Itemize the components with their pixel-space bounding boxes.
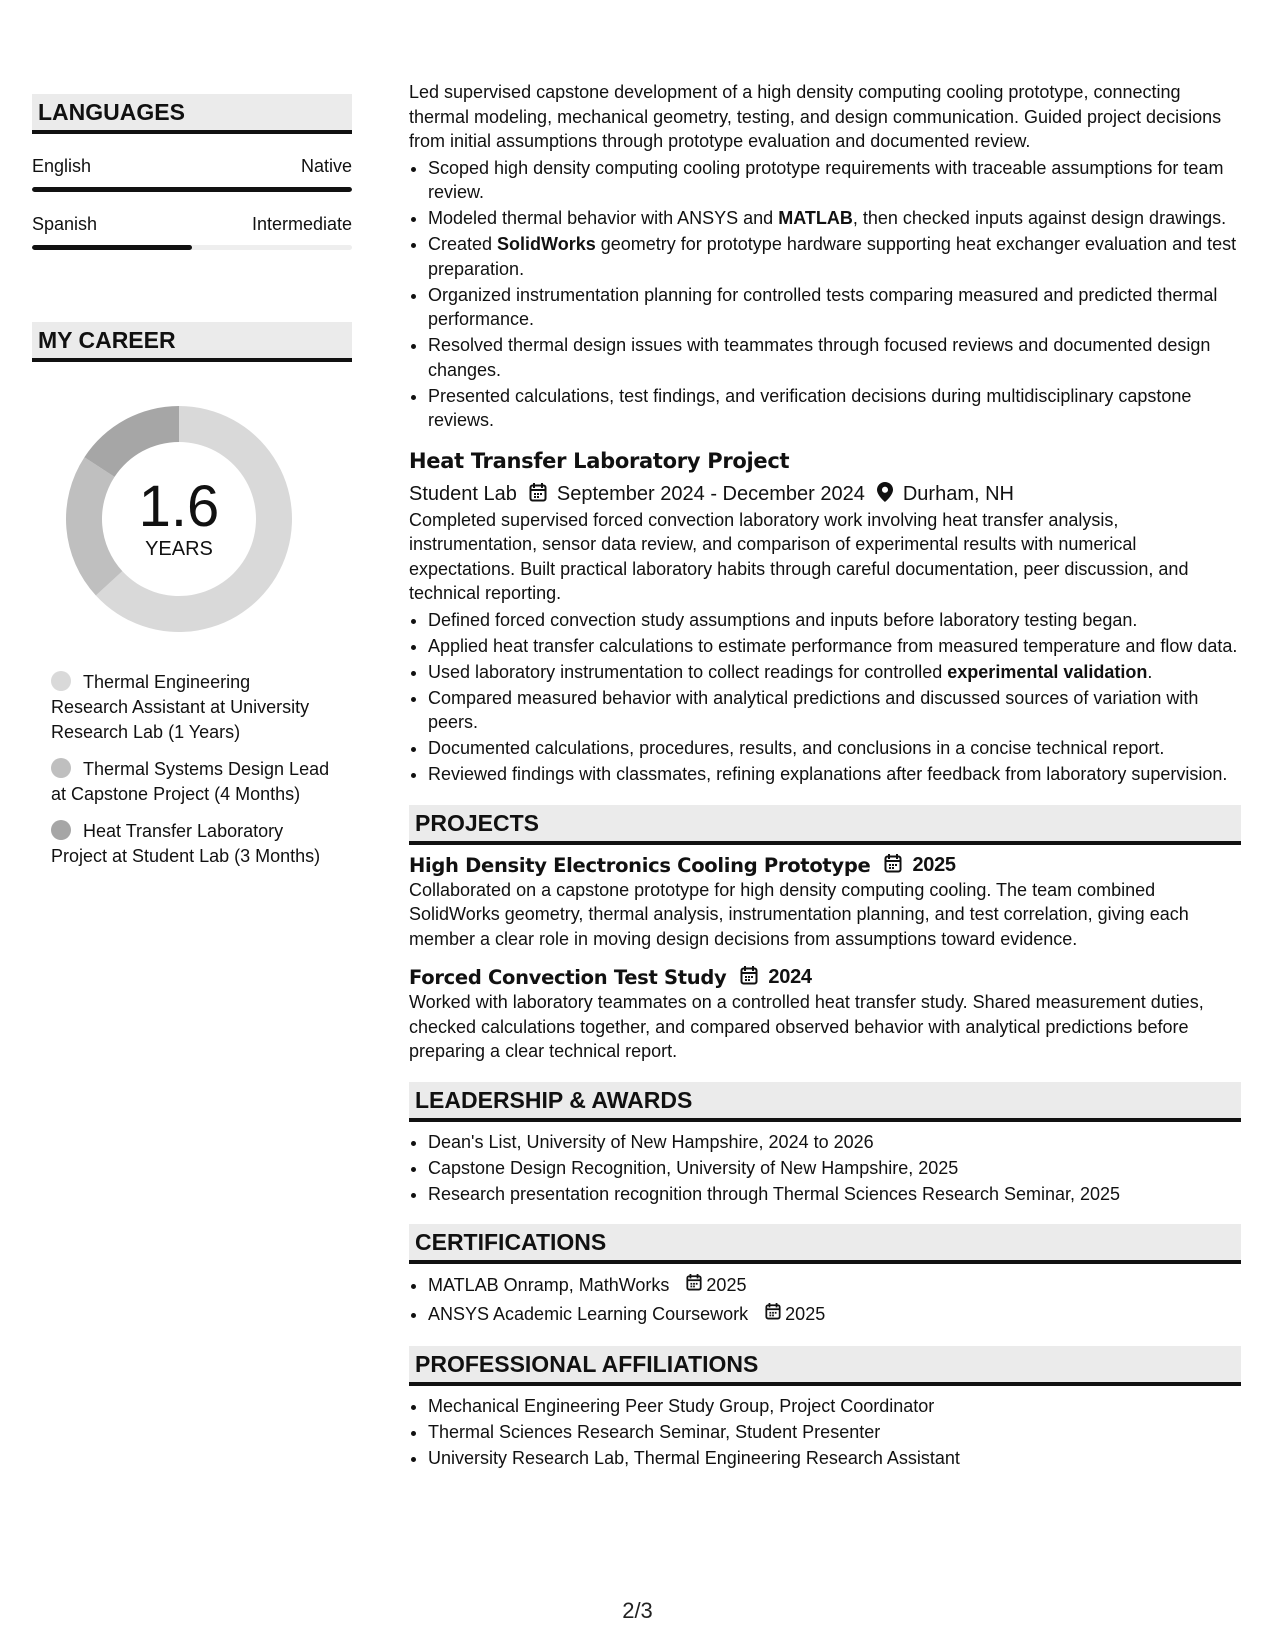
affiliations-list — [409, 1394, 1241, 1471]
bullet-item: • Resolved thermal design issues with teammates through focused reviews and documented design changes. — [428, 333, 1241, 382]
bullet-text: Modeled thermal behavior with ANSYS and — [428, 208, 779, 228]
job-org: Student Lab — [409, 483, 517, 505]
certification-item — [428, 1301, 1241, 1328]
legend-dot — [51, 758, 71, 778]
affiliations-header: PROFESSIONAL AFFILIATIONS — [409, 1346, 1241, 1386]
bullet-item: • Applied heat transfer calculations to estimate performance from measured temperature and flow data. — [428, 634, 1241, 659]
bullet-text: Created — [428, 234, 498, 254]
affiliation-item: • Thermal Sciences Research Seminar, Student Presenter — [428, 1420, 1241, 1445]
language-row-english — [32, 156, 352, 177]
job-description: Completed supervised forced convection laboratory work involving heat transfer analysis, instrumentation, sensor data review, and comparison of experimental results with numerical expectations. Built practical laboratory habits through careful documentation, peer discussion, and technical reporting. — [409, 509, 1189, 603]
award-item: • Capstone Design Recognition, University of New Hampshire, 2025 — [428, 1156, 1241, 1181]
bullet-item — [428, 232, 1241, 281]
sidebar — [32, 94, 352, 881]
awards-list — [409, 1130, 1241, 1207]
language-row-spanish — [32, 214, 352, 235]
certification-name: MATLAB Onramp, MathWorks — [428, 1275, 670, 1295]
project-year: 2024 — [768, 966, 812, 988]
legend-label: Thermal Engineering Research Assistant at University Research Lab (1 Years) — [51, 672, 310, 742]
job-bullets — [409, 608, 1241, 787]
calendar-icon — [740, 965, 758, 990]
main-column — [409, 80, 1241, 1472]
bullet-item: • Organized instrumentation planning for controlled tests comparing measured and predicted thermal performance. — [428, 283, 1241, 332]
legend-item — [51, 670, 331, 745]
bullet-item: • Defined forced convection study assumptions and inputs before laboratory testing began. — [428, 608, 1241, 633]
career-total-value: 1.6 — [138, 474, 220, 539]
certification-date — [686, 1272, 746, 1299]
certification-name: ANSYS Academic Learning Coursework — [428, 1303, 749, 1324]
legend-item — [51, 819, 331, 869]
language-level: Native — [300, 156, 352, 176]
bullet-item — [428, 660, 1241, 685]
career-total-unit: YEARS — [145, 538, 213, 560]
job-description: Led supervised capstone development of a high density computing cooling prototype, connecting thermal modeling, mechanical geometry, testing, and design communication. Guided project decisions from initial assumptions through prototype evaluation and documented review. — [409, 82, 1222, 151]
location-pin-icon — [877, 482, 893, 508]
legend-dot — [51, 671, 71, 691]
project-title-row — [409, 853, 1241, 878]
bullet-bold: SolidWorks — [497, 234, 596, 254]
bullet-item — [428, 206, 1241, 231]
award-item: • Research presentation recognition through Thermal Sciences Research Seminar, 2025 — [428, 1182, 1241, 1207]
bullet-item: • Reviewed findings with classmates, refining explanations after feedback from laboratory supervision. — [428, 762, 1241, 787]
bullet-bold: MATLAB — [778, 208, 853, 228]
awards-header: LEADERSHIP & AWARDS — [409, 1082, 1241, 1122]
project-title-row — [409, 965, 1241, 990]
language-bar-english — [32, 187, 352, 192]
calendar-icon — [529, 482, 547, 508]
project-title: Forced Convection Test Study — [409, 966, 727, 989]
job-bullets — [409, 156, 1241, 433]
calendar-icon — [884, 853, 902, 878]
language-name: Spanish — [32, 214, 98, 234]
bullet-text: Used laboratory instrumentation to collect readings for controlled — [428, 661, 948, 682]
legend-item — [51, 757, 331, 807]
job-location: Durham, NH — [902, 483, 1014, 505]
affiliation-item: • Mechanical Engineering Peer Study Group, Project Coordinator — [428, 1394, 1241, 1419]
legend-dot — [51, 820, 71, 840]
page-number: 2/3 — [622, 1598, 653, 1623]
career-header: MY CAREER — [32, 322, 352, 362]
calendar-icon — [686, 1272, 702, 1299]
legend-label: Heat Transfer Laboratory Project at Student Lab (3 Months) — [51, 821, 321, 866]
languages-header: LANGUAGES — [32, 94, 352, 134]
bullet-item: • Scoped high density computing cooling prototype requirements with traceable assumptions for team review. — [428, 156, 1241, 205]
bullet-item: • Compared measured behavior with analytical predictions and discussed sources of variation with peers. — [428, 686, 1241, 735]
project-year: 2025 — [912, 853, 956, 876]
award-item: • Dean's List, University of New Hampshire, 2024 to 2026 — [428, 1130, 1241, 1155]
language-bar-spanish — [32, 245, 352, 250]
affiliation-item: • University Research Lab, Thermal Engineering Research Assistant — [428, 1446, 1241, 1471]
job-meta — [409, 482, 1241, 508]
language-level: Intermediate — [251, 214, 352, 234]
language-bar-fill — [32, 245, 192, 250]
certifications-header: CERTIFICATIONS — [409, 1224, 1241, 1264]
project-description: Worked with laboratory teammates on a controlled heat transfer study. Shared measurement duties, checked calculations together, and compared observed behavior with analytical predictions before preparing a clear technical report. — [409, 992, 1204, 1061]
projects-header: PROJECTS — [409, 805, 1241, 845]
bullet-text: . — [1147, 661, 1153, 682]
career-legend — [51, 670, 331, 869]
certification-year: 2025 — [706, 1275, 747, 1295]
certification-item — [428, 1272, 1241, 1299]
bullet-text: geometry for prototype hardware supporting heat exchanger evaluation and test preparation. — [428, 234, 1237, 279]
bullet-item: • Documented calculations, procedures, results, and conclusions in a concise technical report. — [428, 736, 1241, 761]
project-title: High Density Electronics Cooling Prototype — [409, 853, 871, 877]
job-dates: September 2024 - December 2024 — [556, 483, 865, 505]
certification-date — [765, 1301, 825, 1328]
bullet-bold: experimental validation — [947, 661, 1148, 682]
certifications-list — [409, 1272, 1241, 1328]
legend-label: Thermal Systems Design Lead at Capstone Project (4 Months) — [51, 759, 330, 804]
career-donut-center — [66, 406, 292, 632]
language-bar-fill — [32, 187, 352, 192]
bullet-item: • Presented calculations, test findings, and verification decisions during multidisciplinary capstone reviews. — [428, 384, 1241, 433]
project-description: Collaborated on a capstone prototype for high density computing cooling. The team combined SolidWorks geometry, thermal analysis, instrumentation planning, and test correlation, giving each member a clear role in moving design decisions from assumptions toward evidence. — [409, 879, 1189, 949]
calendar-icon — [765, 1301, 781, 1328]
certification-year: 2025 — [785, 1303, 826, 1324]
bullet-text: , then checked inputs against design drawings. — [852, 208, 1227, 228]
language-name: English — [32, 156, 92, 176]
career-donut-chart — [66, 406, 292, 632]
job-title: Heat Transfer Laboratory Project — [409, 448, 790, 473]
